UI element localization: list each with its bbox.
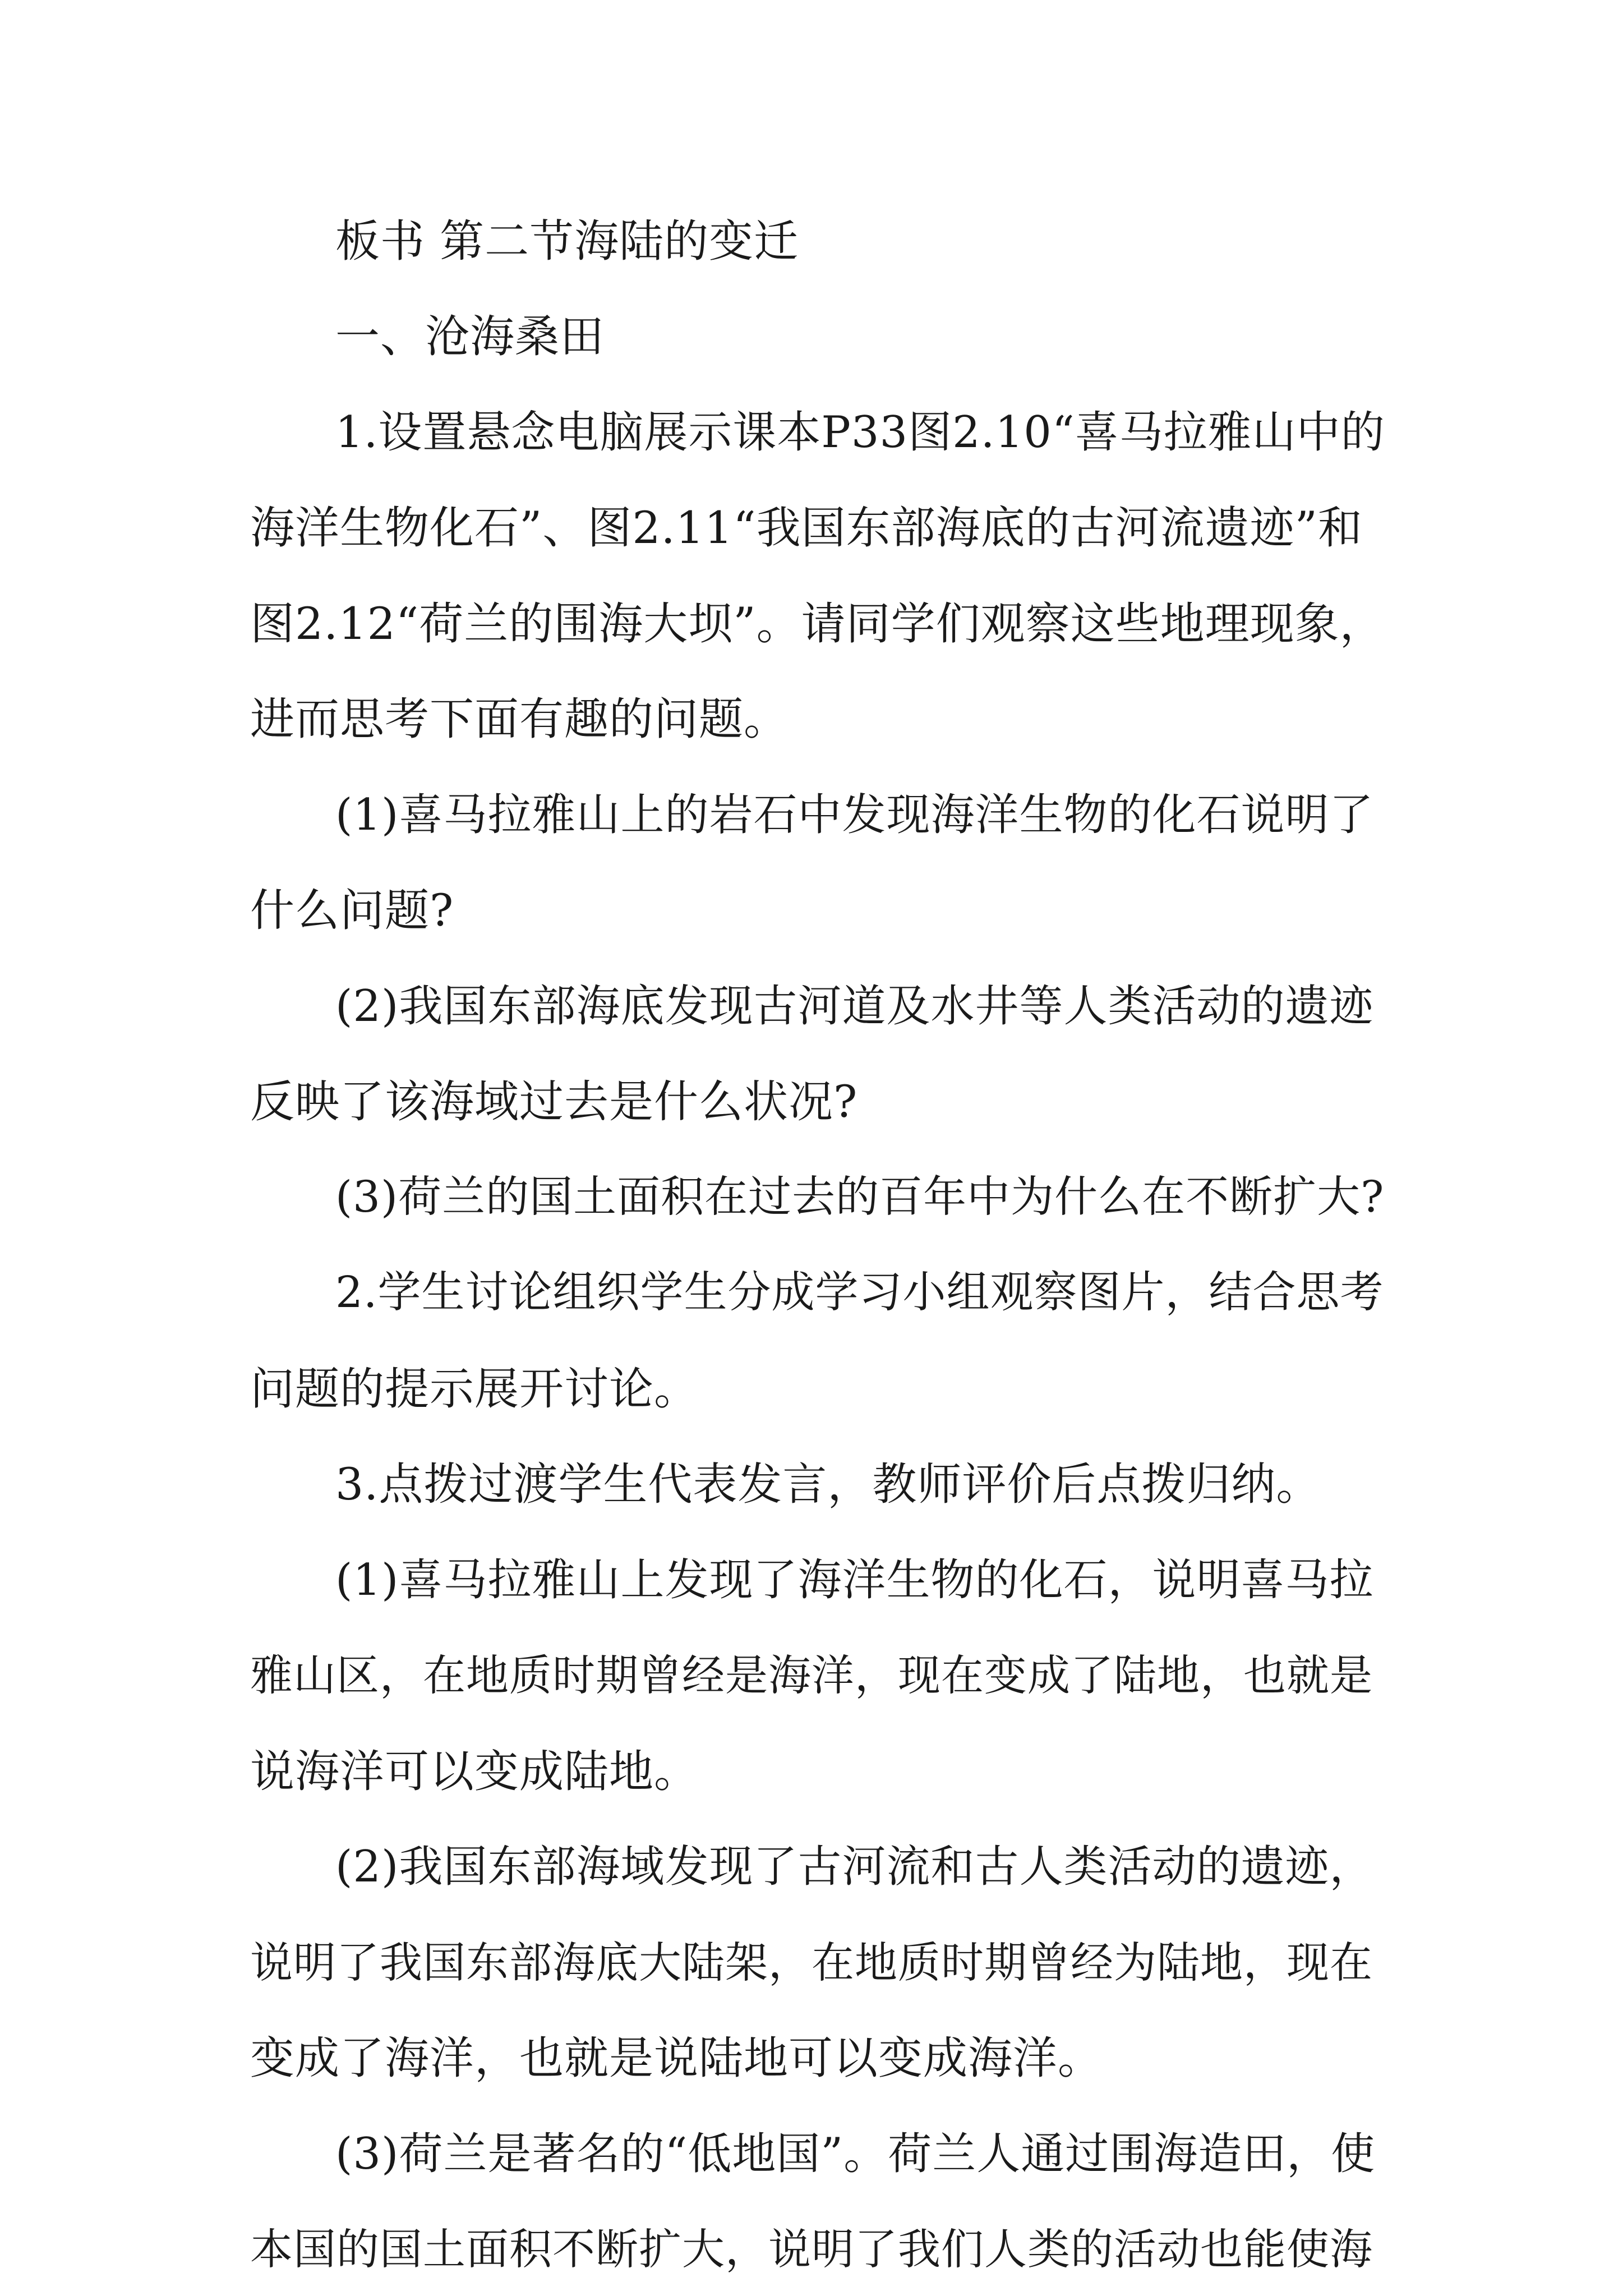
paragraph-2-line-1: 2.学生讨论组织学生分成学习小组观察图片，结合思考 — [335, 1268, 1384, 1318]
answer-3-line-2: 本国的国土面积不断扩大，说明了我们人类的活动也能使海 — [250, 2224, 1373, 2274]
answer-2-line-2: 说明了我国东部海底大陆架，在地质时期曾经为陆地，现在 — [250, 1938, 1373, 1987]
question-2-line-1: (2)我国东部海底发现古河道及水井等人类活动的遗迹 — [335, 981, 1374, 1032]
paragraph-1-line-4: 进而思考下面有趣的问题。 — [250, 693, 789, 745]
question-1-line-1: (1)喜马拉雅山上的岩石中发现海洋生物的化石说明了 — [335, 790, 1374, 840]
question-1-line-2: 什么问题? — [250, 885, 454, 936]
paragraph-2-line-2: 问题的提示展开讨论。 — [250, 1363, 699, 1415]
paragraph-1-line-3: 图2.12“荷兰的围海大坝”。请同学们观察这些地理现象， — [250, 598, 1385, 650]
paragraph-1-line-1: 1.设置悬念电脑展示课本P33图2.10“喜马拉雅山中的 — [335, 407, 1385, 458]
paragraph-1-line-2: 海洋生物化石”、图2.11“我国东部海底的古河流遗迹”和 — [250, 502, 1363, 554]
answer-2-line-3: 变成了海洋，也就是说陆地可以变成海洋。 — [250, 2032, 1103, 2084]
answer-1-line-1: (1)喜马拉雅山上发现了海洋生物的化石，说明喜马拉 — [335, 1555, 1374, 1605]
answer-1-line-2: 雅山区，在地质时期曾经是海洋，现在变成了陆地，也就是 — [250, 1650, 1373, 1700]
question-2-line-2: 反映了该海域过去是什么状况? — [250, 1076, 858, 1128]
paragraph-3-line-1: 3.点拨过渡学生代表发言，教师评价后点拨归纳。 — [335, 1458, 1321, 1510]
board-title-line: 板书 第二节海陆的变迁 — [335, 215, 799, 267]
answer-3-line-1: (3)荷兰是著名的“低地国”。荷兰人通过围海造田，使 — [335, 2129, 1376, 2179]
question-3-line-1: (3)荷兰的国土面积在过去的百年中为什么在不断扩大? — [335, 1172, 1385, 1222]
answer-1-line-3: 说海洋可以变成陆地。 — [250, 1746, 699, 1797]
section-heading: 一、沧海桑田 — [335, 311, 605, 362]
answer-2-line-1: (2)我国东部海域发现了古河流和古人类活动的遗迹， — [335, 1842, 1374, 1892]
